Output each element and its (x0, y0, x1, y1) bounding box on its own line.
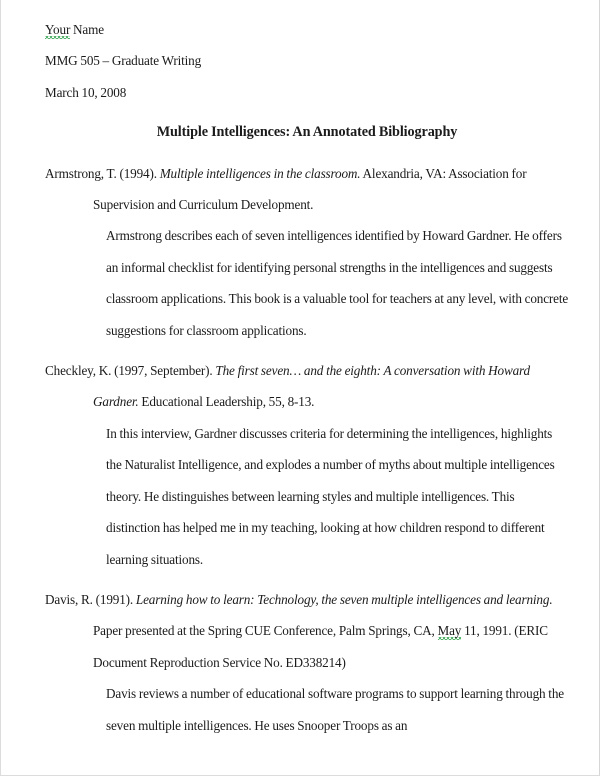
document-body (45, 14, 569, 741)
citation-italic-title: Multiple intelligences in the classroom. (159, 165, 361, 181)
citation-author-date: Armstrong, T. (1994). (45, 165, 160, 181)
grammar-flagged-word-your: Your (45, 22, 71, 37)
annotation-davis: Davis reviews a number of educational software programs to support learning through the seven multiple intelligences. He uses Snooper Troops as an (106, 686, 564, 733)
annotation-checkley: In this interview, Gardner discusses criteria for determining the intelligences, highlights the Naturalist Intelligence, and explodes a number of myths about multiple intelligences theory. He distinguishes between learning styles and multiple intelligences. This distinction has helped me in my teaching, looking at how children respond to different learning situations. (106, 425, 555, 567)
header-line-name (45, 14, 569, 45)
annotation-armstrong: Armstrong describes each of seven intelligences identified by Howard Gardner. He offers an informal checklist for identifying personal strengths in the intelligences and suggests classroom applications. This book is a valuable tool for teachers at any level, with concrete suggestions for classroom applications. (106, 228, 569, 338)
citation-publication: Educational Leadership, 55, 8-13. (138, 394, 315, 410)
citation-italic-title: The first seven… and the eighth: A conversation with Howard Gardner. (93, 363, 530, 410)
citation-author-date: Checkley, K. (1997, September). (45, 363, 216, 379)
bibliography-entry (45, 149, 569, 346)
citation-publication-before: Paper presented at the Spring CUE Conference, Palm Springs, CA, (93, 623, 438, 639)
citation-checkley (45, 355, 569, 418)
citation-publication-after: 11, 1991. (ERIC Document Reproduction Service No. ED338214) (93, 623, 548, 670)
citation-author-date: Davis, R. (1991). (45, 591, 136, 607)
citation-armstrong (45, 158, 569, 221)
header-line-date: March 10, 2008 (45, 84, 127, 100)
citation-italic-title: Learning how to learn: Technology, the seven multiple intelligences and learning. (135, 591, 553, 607)
header-line-course: MMG 505 – Graduate Writing (45, 53, 202, 69)
citation-davis (45, 584, 569, 678)
bibliography-entry (45, 346, 569, 575)
bibliography-entry (45, 575, 569, 741)
grammar-flagged-word-may: May (437, 623, 462, 639)
header-name-rest: Name (70, 22, 104, 37)
citation-publication: Alexandria, VA: Association for Supervision and Curriculum Development. (93, 165, 527, 213)
document-title: Multiple Intelligences: An Annotated Bibliography (156, 124, 458, 141)
